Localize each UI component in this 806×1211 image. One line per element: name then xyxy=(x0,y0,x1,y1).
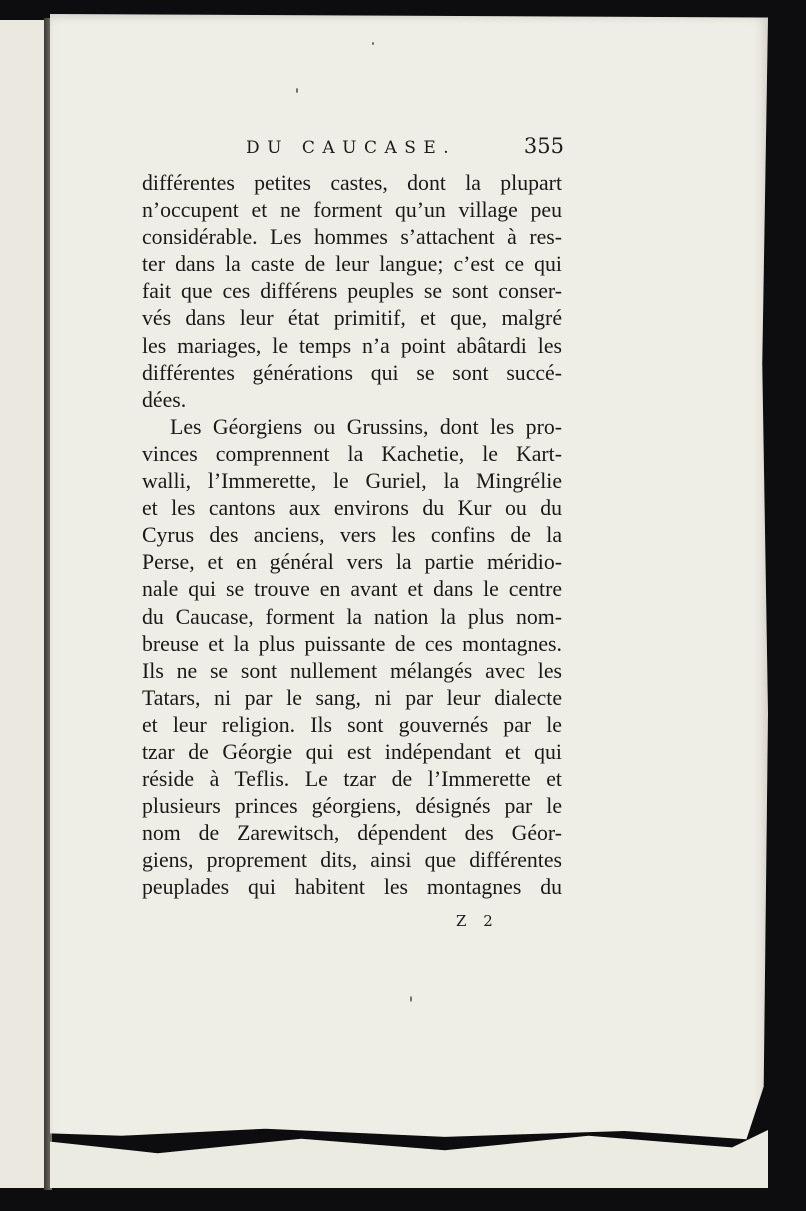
text-line: n’occupent et ne forment qu’un village peu xyxy=(142,198,562,223)
text-line: nale qui se trouve en avant et dans le centre xyxy=(142,577,562,602)
text-line: plusieurs princes géorgiens, désignés par le xyxy=(142,794,562,819)
text-line: dées. xyxy=(142,387,187,412)
text-line: ter dans la caste de leur langue; c’est ce qui xyxy=(142,252,562,277)
text-line: différentes petites castes, dont la plupart xyxy=(142,171,562,195)
text-line: peuplades qui habitent les montagnes du xyxy=(142,875,562,900)
paper-speck xyxy=(372,42,374,45)
paragraph-first-line: Les Géorgiens ou Grussins, dont les pro- xyxy=(170,414,562,439)
text-line: vés dans leur état primitif, et que, malgré xyxy=(142,306,562,331)
page-number: 355 xyxy=(523,134,564,158)
text-line: et les cantons aux environs du Kur ou du xyxy=(142,496,562,521)
text-line: Perse, et en général vers la partie méridio- xyxy=(142,550,562,575)
signature-mark: Z 2 xyxy=(456,912,499,930)
text-line: breuse et la plus puissante de ces montagnes. xyxy=(142,631,562,656)
text-line: différentes générations qui se sont succé- xyxy=(142,360,562,385)
facing-page-edge xyxy=(0,20,47,1188)
text-line: et leur religion. Ils sont gouvernés par le xyxy=(142,712,562,737)
text-line: considérable. Les hommes s’attachent à res- xyxy=(142,225,562,250)
text-line: Tatars, ni par le sang, ni par leur dialecte xyxy=(142,685,562,710)
text-line: nom de Zarewitsch, dépendent des Géor- xyxy=(142,821,562,846)
text-line: giens, proprement dits, ainsi que différentes xyxy=(142,848,562,873)
page-deckle-edge xyxy=(50,1130,768,1188)
text-line: les mariages, le temps n’a point abâtardi les xyxy=(142,333,562,358)
text-line: Cyrus des anciens, vers les confins de la xyxy=(142,523,562,548)
running-title: DU CAUCASE. xyxy=(246,138,457,158)
text-line: Ils ne se sont nullement mélangés avec les xyxy=(142,658,562,683)
text-line: tzar de Géorgie qui est indépendant et qui xyxy=(142,739,562,764)
paper-speck xyxy=(296,88,298,93)
text-line: réside à Teflis. Le tzar de l’Immerette et xyxy=(142,767,562,792)
text-line: fait que ces différens peuples se sont conser- xyxy=(142,279,562,304)
paper-speck xyxy=(410,996,412,1002)
body-text xyxy=(142,170,562,902)
page-header xyxy=(162,134,564,164)
text-line: vinces comprennent la Kachetie, le Kart- xyxy=(142,441,562,466)
text-line: walli, l’Immerette, le Guriel, la Mingrélie xyxy=(142,469,562,494)
text-line: du Caucase, forment la nation la plus nom- xyxy=(142,604,562,629)
